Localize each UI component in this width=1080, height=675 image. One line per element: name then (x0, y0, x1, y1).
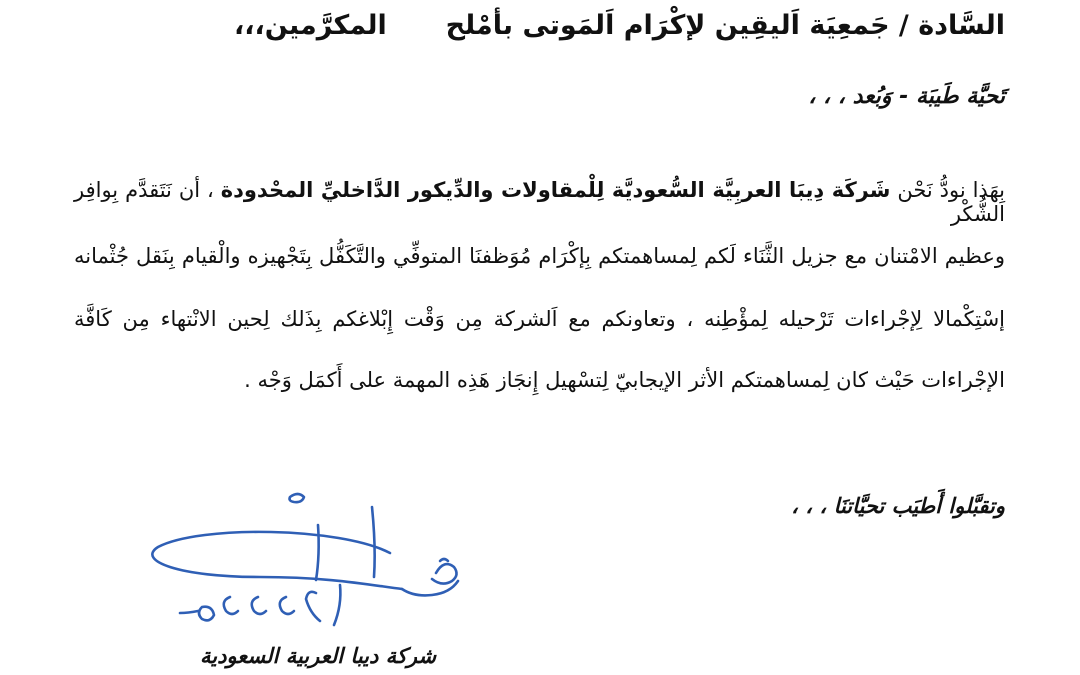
handwritten-signature (140, 485, 500, 645)
body-line-4: الإجْراءات حَيْث كان لِمساهمتكم الأثر الإيجابيّ لِتسْهيل إِنجَاز هَذِه المهمة على أَكمَل وَجْه . (244, 368, 1005, 392)
signature-loop-stroke (290, 494, 305, 502)
company-full-name: شَركَة دِيبَا العربِيَّة السُّعوديَّة لِلْمقاولات والدِّيكور الدَّاخليِّ المحْدودة (220, 178, 891, 202)
body-line-1-end: ، أن نَتَقدَّم بِوافِر الشُّكْر (74, 178, 1005, 226)
body-line-3: إسْتِكْمالا لِإجْراءات تَرْحيله لِمؤْطِنه ، وتعاونكم مع اَلشركة مِن وَقْت إِبْلاغكم بِذَلك لِحين الانْتهاء مِن كَافَّة (74, 307, 1005, 331)
body-line-1-start: بِهَذا نودُّ نَحْن (897, 178, 1005, 202)
signature-date-stroke-3 (252, 597, 266, 614)
addressee-line (234, 10, 1005, 41)
signature-stroke-2 (316, 525, 319, 580)
signature-stroke-1 (372, 507, 375, 577)
signature-date-stroke-1 (199, 607, 214, 621)
signature-letter-stroke (432, 564, 457, 583)
closing: وتقبَّلوا أَطيَب تحيَّاتنَا ، ، ، (791, 494, 1005, 518)
body-line-2: وعظيم الامْتنان مع جزيل الثَّنَاء لَكم لِمساهمتكم بِإكْرَام مُوَظفنَا المتوفِّي والتَّكَفُّل بِتَجْهيزه والْقيام بِنَقل جُثْمانه (74, 244, 1005, 268)
addressee-suffix: المكرَّمين،،، (233, 10, 387, 41)
signatory-company-name: شركة ديبا العربية السعودية (200, 644, 437, 668)
addressee-prefix: السَّادة / جَمعِيَة اَليقِين لإكْرَام اَلمَوتى بأمْلح (445, 10, 1005, 41)
signature-date-stroke-4 (280, 597, 294, 614)
signature-date-stroke-2 (224, 597, 238, 614)
greeting: تَحيَّة طَيبَة - وَبُعد ، ، ، (808, 84, 1005, 109)
signature-date-stroke-6 (334, 585, 340, 625)
signature-dots-stroke (440, 559, 448, 561)
signature-sweep-stroke (152, 532, 402, 589)
signature-date-stroke-7 (180, 611, 198, 613)
signature-date-stroke-5 (306, 592, 320, 621)
body-line-1 (74, 178, 1005, 226)
